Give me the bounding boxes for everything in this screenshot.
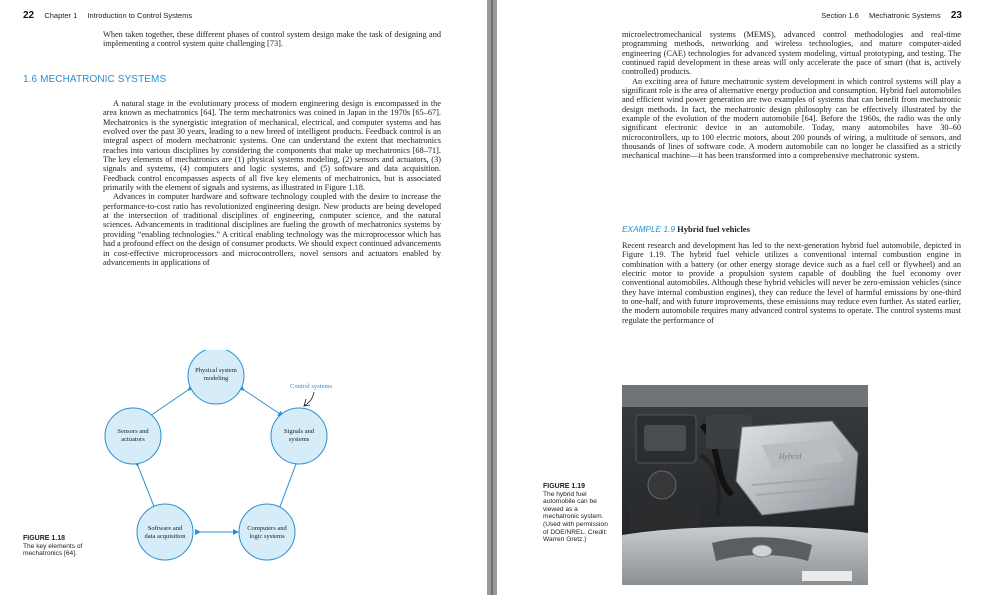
left-page xyxy=(0,0,487,595)
svg-text:Software and: Software and xyxy=(147,525,183,532)
left-running-head xyxy=(23,10,192,21)
mechatronics-paragraph-2: Advances in computer hardware and software technology coupled with the desire to increase the performance-to-cost ratio has revolutionized engineering design. New products are being developed at the intersection of traditional disciplines of engineering, computer science, and the natural sciences. Advancements in traditional disciplines are fueling the growth of mechatronics systems by providing “enabling technologies.” A critical enabling technology was the microprocessor which has had a profound effect on the design of consumer products. We should expect continued advancements in cost-effective microprocessors and microcontrollers, novel sensors and actuators enabled by advancements in applications of xyxy=(103,192,441,267)
node-physical-system-modeling xyxy=(188,350,244,404)
example-number: EXAMPLE 1.9 xyxy=(622,224,676,234)
section-heading: 1.6 MECHATRONIC SYSTEMS xyxy=(23,74,167,85)
hybrid-engine-photo xyxy=(622,385,868,585)
section-body xyxy=(103,99,441,267)
connector-signals-computers xyxy=(278,464,296,512)
svg-text:data acquisition: data acquisition xyxy=(144,533,186,540)
mechatronics-paragraph-1: A natural stage in the evolutionary process of modern engineering design is encompassed in the area known as mechatronics [64]. The term mechatronics was coined in Japan in the 1970s [65–67]. Mechatronics is the synergistic integration of mechanical, electrical, and computer systems and has evolved over the past 30 years, leading to a new breed of intelligent products. Feedback control is an integral aspect of modern mechatronic systems. One can understand the extent that mechatronics reaches into various disciplines by considering the components that make up mechatronics [68–71]. The key elements of mechatronics are (1) physical systems modeling, (2) sensors and actuators, (3) signals and systems, (4) computers and logic systems, and (5) software and data acquisition. Feedback control encompasses aspects of all five key elements of mechatronics, but is associated primarily with the element of signals and systems, as illustrated in Figure 1.18. xyxy=(103,99,441,193)
figure-1-18-number: FIGURE 1.18 xyxy=(23,535,66,542)
example-title: Hybrid fuel vehicles xyxy=(677,224,750,234)
svg-text:actuators: actuators xyxy=(121,436,145,443)
right-body-example xyxy=(622,241,961,325)
right-running-head xyxy=(821,10,962,21)
control-systems-annotation: Control systems xyxy=(290,383,333,390)
node-sensors-and-actuators xyxy=(105,408,161,464)
node-signals-and-systems xyxy=(271,408,327,464)
right-page xyxy=(497,0,986,595)
annotation-arrow xyxy=(304,392,314,406)
node-computers-and-logic-systems xyxy=(239,504,295,560)
right-page-number: 23 xyxy=(950,10,962,21)
section-label: Section 1.6 xyxy=(821,11,859,20)
section-title: Mechatronic Systems xyxy=(868,11,941,20)
svg-text:Signals and: Signals and xyxy=(283,428,315,435)
svg-text:Physical system: Physical system xyxy=(195,367,237,374)
chapter-label: Chapter 1 xyxy=(44,11,78,20)
connector-physical-sensors xyxy=(147,390,188,418)
svg-text:systems: systems xyxy=(288,436,310,443)
example-heading xyxy=(622,224,750,234)
figure-1-19-caption xyxy=(543,483,615,544)
node-software-and-data-acquisition xyxy=(137,504,193,560)
intro-paragraph: When taken together, these different phases of control system design make the task of designing and implementing a control system quite challenging [73]. xyxy=(103,30,441,49)
svg-text:Computers and: Computers and xyxy=(247,525,287,532)
right-body-top xyxy=(622,30,961,161)
mechatronics-diagram xyxy=(100,350,350,580)
left-page-number: 22 xyxy=(23,10,35,21)
figure-1-19-number: FIGURE 1.19 xyxy=(543,483,586,490)
figure-1-19-text: The hybrid fuel automobile can be viewed as a mechatronic system. (Used with permission of DOE/NREL. Credit: Warren Gretz.) xyxy=(543,490,608,544)
figure-1-18-caption xyxy=(23,535,103,558)
book-gutter xyxy=(487,0,497,595)
svg-text:logic systems: logic systems xyxy=(249,533,285,540)
right-paragraph-1: microelectromechanical systems (MEMS), advanced control methodologies and real-time programming methods, networking and wireless technologies, and mature computer-aided engineering (CAE) technologies for advanced system modeling, virtual prototyping, and testing. The continued rapid development in these areas will only accelerate the pace of smart (that is, actively controlled) products. xyxy=(622,30,961,77)
chapter-title: Introduction to Control Systems xyxy=(87,11,193,20)
connector-physical-signals xyxy=(244,390,283,416)
right-paragraph-3: Recent research and development has led to the next-generation hybrid fuel automobile, depicted in Figure 1.19. The hybrid fuel vehicle utilizes a conventional internal combustion engine in combination with a battery (or other energy storage device such as a fuel cell or flywheel) and an electric motor to provide a propulsion system capable of doubling the fuel economy over conventional automobiles. Although these hybrid vehicles will never be zero-emission vehicles (since they have internal combustion engines), they can reduce the level of harmful emissions by one-third to one-half, and with future improvements, these emissions may reduce even further. As stated earlier, the modern automobile requires many advanced control systems to operate. The control systems must regulate the performance of xyxy=(622,241,961,325)
intro-text-block xyxy=(103,30,441,49)
figure-1-18-text: The key elements of mechatronics [64]. xyxy=(23,542,83,558)
svg-text:Sensors and: Sensors and xyxy=(117,428,149,435)
svg-text:modeling: modeling xyxy=(203,375,229,382)
engine-cover-text: Hybrid xyxy=(778,452,802,461)
right-paragraph-2: An exciting area of future mechatronic system development in which control systems will play a significant role is the area of alternative energy production and consumption. Hybrid fuel automobiles and efficient wind power generation are two examples of systems that can benefit from mechatronic design methods. In fact, the mechatronic design philosophy can be effectively illustrated by the example of the evolution of the modern automobile [64]. Before the 1960s, the radio was the only significant electronic device in an automobile. Today, many automobiles have 30–60 microcontrollers, up to 100 electric motors, about 200 pounds of wiring, a multitude of sensors, and thousands of lines of software code. A modern automobile can no longer be classified as a strictly mechanical machine—it has been transformed into a comprehensive mechatronic system. xyxy=(622,76,961,161)
